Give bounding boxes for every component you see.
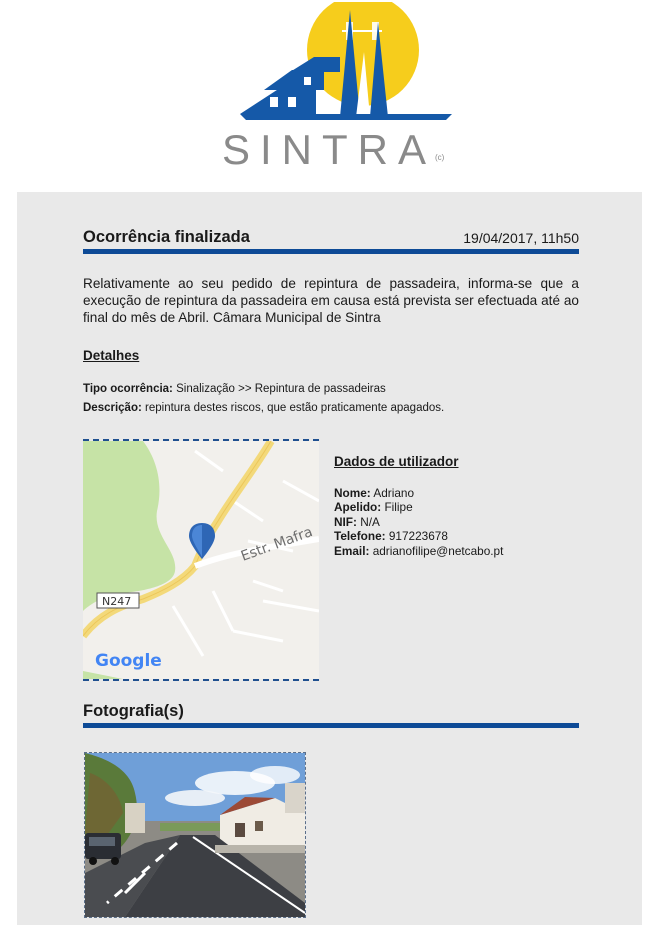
logo-copyright: (c) [435,153,445,162]
user-name-row [334,486,594,500]
email-value[interactable]: adrianofilipe@netcabo.pt [372,543,504,558]
page [17,0,642,925]
content-area [17,192,642,925]
type-value: Sinalização >> Repintura de passadeiras [176,383,386,395]
occurrence-header [83,228,579,248]
user-nif-row [334,515,594,529]
sintra-logo [220,2,460,127]
phone-label: Telefone: [334,529,386,544]
name-label: Nome: [334,486,371,500]
type-label: Tipo ocorrência: [83,383,173,395]
google-logo: Google [95,651,162,671]
photos-title: Fotografia(s) [83,702,184,720]
description-value: repintura destes riscos, que estão praticamente apagados. [145,402,445,414]
email-label: Email: [334,543,370,558]
location-map[interactable] [83,439,319,681]
occurrence-datetime: 19/04/2017, 11h50 [463,230,579,246]
surname-value: Filipe [384,500,413,515]
street-photo-image [85,753,305,917]
map-street-label: Estr. Mafra [238,524,315,565]
nif-value: N/A [360,514,380,529]
photos-header [83,702,579,722]
logo-wordmark: SINTRA [222,126,437,173]
user-email-row [334,544,594,558]
name-value: Adriano [373,486,415,500]
occurrence-title: Ocorrência finalizada [83,228,250,246]
header [17,0,642,192]
occurrence-photo[interactable] [84,752,306,918]
user-phone-row [334,529,594,543]
occurrence-message: Relativamente ao seu pedido de repintura de passadeira, informa-se que a execução de repintura da passadeira em causa está prevista ser efectuada até ao final do mês de Abril. Câmara Municipal de Sintra [83,276,579,325]
description-label: Descrição: [83,402,142,414]
phone-value: 917223678 [388,529,448,544]
details-heading: Detalhes [83,348,140,363]
title-underline-bar [83,249,579,254]
user-surname-row [334,500,594,514]
map-road-badge: N247 [102,595,132,608]
map-image [83,441,319,679]
details-type-row [83,382,386,397]
photos-underline-bar [83,723,579,728]
user-data-heading: Dados de utilizador [334,454,459,469]
surname-label: Apelido: [334,500,382,515]
nif-label: NIF: [334,514,357,529]
details-description-row [83,401,444,416]
user-data-box [334,454,594,558]
